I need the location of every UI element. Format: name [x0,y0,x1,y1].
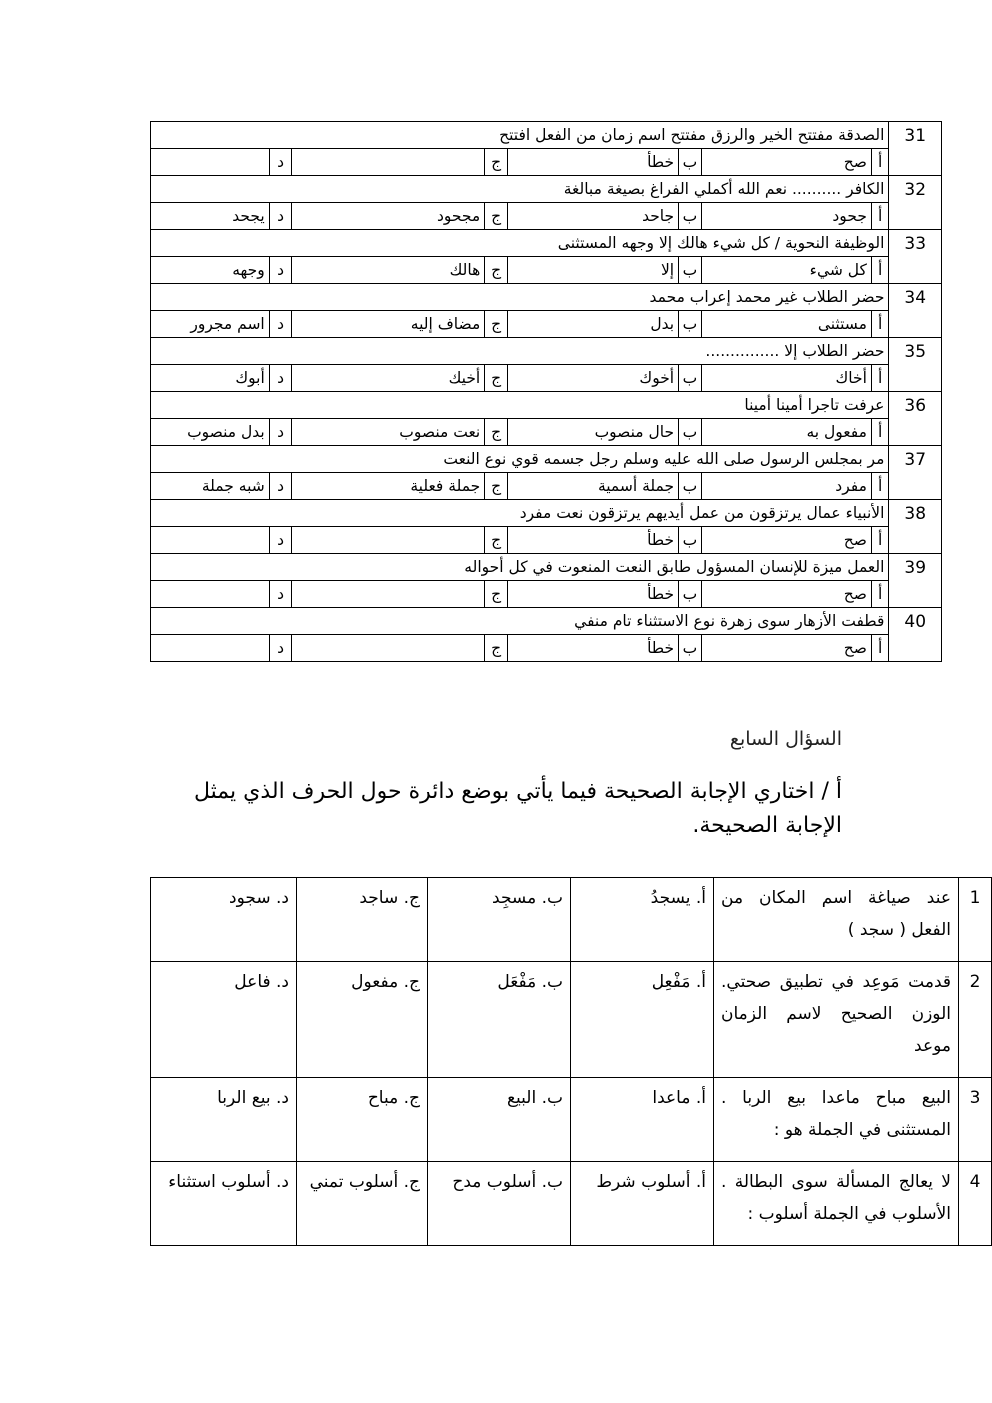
options-row [151,149,942,176]
question-row [151,338,942,365]
questions-table-31-40 [150,121,942,662]
answer-option[interactable]: ج. أسلوب تمني [297,1162,428,1246]
option-letter[interactable]: د [269,149,292,176]
option-value[interactable]: جملة فعلية [292,473,485,500]
option-letter[interactable]: ب [679,419,702,446]
option-value[interactable]: صح [701,635,871,662]
question-row [151,122,942,149]
option-value[interactable]: خطأ [507,149,678,176]
option-value[interactable]: هالك [292,257,485,284]
option-letter[interactable]: أ [871,419,889,446]
question-number: 36 [889,392,942,446]
options-row [151,419,942,446]
question-row [151,392,942,419]
question-row [151,608,942,635]
option-value[interactable]: وجهه [151,257,270,284]
option-letter[interactable]: د [269,527,292,554]
question-text: حضر الطلاب غير محمد إعراب محمد [151,284,889,311]
option-letter[interactable]: ب [679,527,702,554]
section-title: السؤال السابع [729,728,842,750]
options-row [151,365,942,392]
option-value[interactable]: مضاف إليه [292,311,485,338]
question-text: لا يعالج المسألة سوى البطالة . الأسلوب في الجملة أسلوب : [714,1162,959,1246]
question-number: 31 [889,122,942,176]
question-number: 38 [889,500,942,554]
answer-option[interactable]: أ. مَفْعِل [571,962,714,1078]
question-number: 33 [889,230,942,284]
question-row [151,446,942,473]
answer-option[interactable]: د. أسلوب استثناء [151,1162,297,1246]
answer-option[interactable]: د. سجود [151,878,297,962]
question-row [151,284,942,311]
question-row [151,176,942,203]
question-text: الصدقة مفتتح الخير والرزق مفتتح اسم زمان من الفعل افتتح [151,122,889,149]
question-text: مر بمجلس الرسول صلى الله عليه وسلم رجل جسمه قوي نوع النعت [151,446,889,473]
question-row [151,230,942,257]
question-number: 39 [889,554,942,608]
option-letter[interactable]: ب [679,365,702,392]
option-value[interactable]: خطأ [507,581,678,608]
answer-option[interactable]: ب. البيع [428,1078,571,1162]
option-letter[interactable]: ج [485,473,508,500]
option-letter[interactable]: أ [871,473,889,500]
option-letter[interactable]: د [269,257,292,284]
option-value[interactable] [292,149,485,176]
option-letter[interactable]: أ [871,203,889,230]
answer-option[interactable]: ب. مسجِد [428,878,571,962]
question-text: الأنبياء عمال يرتزقون من عمل أيديهم يرتزقون نعت مفرد [151,500,889,527]
question-text: حضر الطلاب إلا ............... [151,338,889,365]
option-letter[interactable]: د [269,581,292,608]
answer-option[interactable]: د. فاعل [151,962,297,1078]
option-value[interactable]: مفعول به [701,419,871,446]
option-letter[interactable]: ب [679,473,702,500]
option-value[interactable] [151,149,270,176]
answer-option[interactable]: أ. أسلوب شرط [571,1162,714,1246]
option-value[interactable] [151,581,270,608]
option-letter[interactable]: ب [679,635,702,662]
options-row [151,635,942,662]
options-row [151,581,942,608]
option-value[interactable]: أبوك [151,365,270,392]
option-letter[interactable]: ج [485,527,508,554]
options-row [151,473,942,500]
option-value[interactable]: اسم مجرور [151,311,270,338]
option-value[interactable] [151,635,270,662]
option-value[interactable]: نعت منصوب [292,419,485,446]
option-value[interactable] [151,527,270,554]
answer-option[interactable]: ج. مفعول [297,962,428,1078]
option-letter[interactable]: ج [485,635,508,662]
option-letter[interactable]: ب [679,257,702,284]
option-letter[interactable]: د [269,635,292,662]
option-value[interactable]: إلا [507,257,678,284]
option-value[interactable] [292,635,485,662]
option-letter[interactable]: ب [679,311,702,338]
question-row [151,1162,992,1246]
option-letter[interactable]: ج [485,419,508,446]
answer-option[interactable]: ج. مباح [297,1078,428,1162]
options-row [151,203,942,230]
question-number: 4 [959,1162,992,1246]
option-value[interactable]: صح [701,527,871,554]
question-text: عند صياغة اسم المكان من الفعل ( سجد ) [714,878,959,962]
option-letter[interactable]: د [269,473,292,500]
option-letter[interactable]: ج [485,365,508,392]
option-value[interactable]: جملة أسمية [507,473,678,500]
answer-option[interactable]: ب. أسلوب مدح [428,1162,571,1246]
option-letter[interactable]: د [269,203,292,230]
answer-option[interactable]: ج. ساجد [297,878,428,962]
options-row [151,527,942,554]
option-value[interactable]: أخوك [507,365,678,392]
option-value[interactable]: صح [701,581,871,608]
option-letter[interactable]: ب [679,581,702,608]
option-letter[interactable]: ب [679,149,702,176]
question-row [151,962,992,1078]
option-letter[interactable]: ج [485,257,508,284]
question-row [151,1078,992,1162]
answer-option[interactable]: أ. يسجدُ [571,878,714,962]
option-value[interactable]: يجحد [151,203,270,230]
question-row [151,878,992,962]
option-value[interactable]: خطأ [507,527,678,554]
question-number: 40 [889,608,942,662]
question-text: قطفت الأزهار سوى زهرة نوع الاستثناء تام منفي [151,608,889,635]
option-letter[interactable]: ج [485,203,508,230]
answer-option[interactable]: أ. ماعدا [571,1078,714,1162]
question-row [151,500,942,527]
question-number: 35 [889,338,942,392]
instruction-text: أ / اختاري الإجابة الصحيحة فيما يأتي بوضع دائرة حول الحرف الذي يمثل الإجابة الصحيحة. [193,779,842,838]
option-letter[interactable]: أ [871,581,889,608]
option-letter[interactable]: أ [871,635,889,662]
option-value[interactable]: خطأ [507,635,678,662]
question-number: 1 [959,878,992,962]
option-letter[interactable]: أ [871,311,889,338]
option-value[interactable]: مفرد [701,473,871,500]
option-letter[interactable]: د [269,365,292,392]
option-value[interactable]: مجحود [292,203,485,230]
question-text: الكافر .......... نعم الله أكملي الفراغ بصيغة مبالغة [151,176,889,203]
option-letter[interactable]: أ [871,365,889,392]
option-letter[interactable]: د [269,311,292,338]
question-text: قدمت مَوعِد في تطبيق صحتي. الوزن الصحيح لاسم الزمان موعد [714,962,959,1078]
questions-table-1-4 [150,877,992,1246]
question-row [151,554,942,581]
question-text: عرفت تاجرا أمينا أمينا [151,392,889,419]
option-value[interactable]: أخاك [701,365,871,392]
option-value[interactable]: مستثنى [701,311,871,338]
question-number: 3 [959,1078,992,1162]
option-letter[interactable]: أ [871,527,889,554]
answer-option[interactable]: د. بيع الربا [151,1078,297,1162]
answer-option[interactable]: ب. مَفْعَل [428,962,571,1078]
option-value[interactable]: جحود [701,203,871,230]
option-value[interactable]: جاحد [507,203,678,230]
option-letter[interactable]: أ [871,149,889,176]
option-value[interactable]: بدل منصوب [151,419,270,446]
option-value[interactable]: صح [701,149,871,176]
question-text: الوظيفة النحوية / كل شيء هالك إلا وجهه المستثنى [151,230,889,257]
option-letter[interactable]: ج [485,581,508,608]
question-text: العمل ميزة للإنسان المسؤول طابق النعت المنعوت في كل أحواله [151,554,889,581]
option-letter[interactable]: ج [485,311,508,338]
option-value[interactable]: بدل [507,311,678,338]
option-value[interactable] [292,527,485,554]
option-value[interactable] [292,581,485,608]
question-number: 37 [889,446,942,500]
option-letter[interactable]: أ [871,257,889,284]
option-value[interactable]: شبه جملة [151,473,270,500]
option-letter[interactable]: ب [679,203,702,230]
option-value[interactable]: أخيك [292,365,485,392]
question-number: 34 [889,284,942,338]
question-number: 32 [889,176,942,230]
question-number: 2 [959,962,992,1078]
option-value[interactable]: كل شيء [701,257,871,284]
question-text: البيع مباح ماعدا بيع الربا . المستثنى في الجملة هو : [714,1078,959,1162]
option-letter[interactable]: د [269,419,292,446]
option-value[interactable]: حال منصوب [507,419,678,446]
options-row [151,311,942,338]
options-row [151,257,942,284]
option-letter[interactable]: ج [485,149,508,176]
